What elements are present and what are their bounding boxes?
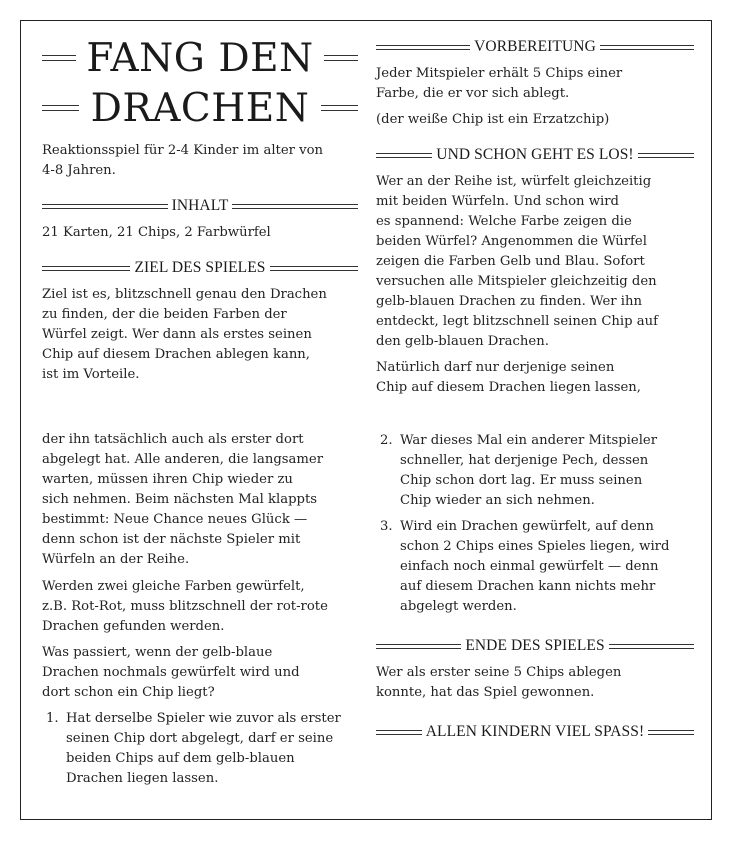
inhalt-text — [42, 223, 271, 243]
continuation-line: Was passiert, wenn der gelb-blaue — [42, 645, 273, 660]
heading-label: UND SCHON GEHT ES LOS! — [436, 146, 634, 163]
heading-rule — [270, 266, 358, 271]
list-line: Hat derselbe Spieler wie zuvor als erster — [66, 711, 341, 726]
list-number: 3. — [380, 519, 393, 534]
list-number: 1. — [46, 711, 59, 726]
ziel-line: Würfel zeigt. Wer dann als erstes seinen — [42, 327, 312, 342]
los-text — [376, 172, 658, 352]
heading-rule — [600, 45, 694, 50]
los-line: Chip auf diesem Drachen liegen lassen, — [376, 380, 641, 395]
intro-text — [42, 141, 323, 181]
title-line-2 — [42, 85, 358, 131]
title-rule-right — [321, 105, 358, 111]
list-text — [400, 431, 657, 511]
continuation-line: bestimmt: Neue Chance neues Glück — — [42, 512, 308, 527]
heading-label: INHALT — [171, 197, 229, 214]
continuation-line: Drachen gefunden werden. — [42, 619, 225, 634]
list-line: einfach noch einmal gewürfelt — denn — [400, 559, 659, 574]
list-line: Chip wieder an sich nehmen. — [400, 493, 595, 508]
section-heading-vorbereitung — [376, 39, 694, 55]
list-text — [66, 709, 341, 789]
vorbereitung-line: Jeder Mitspieler erhält 5 Chips einer — [376, 66, 623, 81]
heading-rule — [42, 266, 130, 271]
continuation-line: abgelegt hat. Alle anderen, die langsamer — [42, 452, 324, 467]
continuation-line: denn schon ist der nächste Spieler mit — [42, 532, 301, 547]
title-rule-right — [324, 55, 358, 61]
section-heading-los — [376, 147, 694, 163]
list-line: Wird ein Drachen gewürfelt, auf denn — [400, 519, 654, 534]
los-line: gelb-blauen Drachen zu finden. Wer ihn — [376, 294, 643, 309]
list-text — [400, 517, 669, 617]
title-rule-left — [42, 105, 79, 111]
closing-heading — [376, 724, 694, 740]
ziel-line: Chip auf diesem Drachen ablegen kann, — [42, 347, 310, 362]
vorbereitung-line: Farbe, die er vor sich ablegt. — [376, 86, 570, 101]
heading-rule — [638, 153, 694, 158]
ziel-text — [42, 285, 327, 385]
list-line: auf diesem Drachen kann nichts mehr — [400, 579, 656, 594]
heading-rule — [609, 644, 694, 649]
los-line: Natürlich darf nur derjenige seinen — [376, 360, 615, 375]
los-line: zeigen die Farben Gelb und Blau. Sofort — [376, 254, 645, 269]
vorbereitung-text — [376, 64, 622, 104]
ziel-line: zu finden, der die beiden Farben der — [42, 307, 287, 322]
title-rule-left — [42, 55, 76, 61]
los-line: entdeckt, legt blitzschnell seinen Chip auf — [376, 314, 658, 329]
heading-rule — [42, 204, 168, 209]
vorbereitung-note — [376, 110, 609, 130]
ende-line: konnte, hat das Spiel gewonnen. — [376, 685, 595, 700]
continuation-text-3 — [42, 643, 300, 703]
los-text-2 — [376, 358, 641, 398]
list-line: schon 2 Chips eines Spieles liegen, wird — [400, 539, 670, 554]
section-heading-inhalt — [42, 198, 358, 214]
continuation-line: dort schon ein Chip liegt? — [42, 685, 215, 700]
ziel-line: ist im Vorteile. — [42, 367, 140, 382]
intro-line: Reaktionsspiel für 2-4 Kinder im alter von — [42, 143, 324, 158]
heading-rule — [376, 153, 432, 158]
heading-rule — [376, 644, 461, 649]
vorbereitung-note-line: (der weiße Chip ist ein Erzatzchip) — [376, 112, 610, 127]
los-line: den gelb-blauen Drachen. — [376, 334, 549, 349]
continuation-text-1 — [42, 430, 323, 570]
los-line: beiden Würfel? Angenommen die Würfel — [376, 234, 647, 249]
continuation-text-2 — [42, 577, 328, 637]
list-line: beiden Chips auf dem gelb-blauen — [66, 751, 295, 766]
los-line: Wer an der Reihe ist, würfelt gleichzeitig — [376, 174, 652, 189]
list-number: 2. — [380, 433, 393, 448]
continuation-line: Drachen nochmals gewürfelt wird und — [42, 665, 300, 680]
list-line: Drachen liegen lassen. — [66, 771, 219, 786]
los-line: es spannend: Welche Farbe zeigen die — [376, 214, 632, 229]
heading-label: ENDE DES SPIELES — [465, 637, 605, 654]
los-line: mit beiden Würfeln. Und schon wird — [376, 194, 619, 209]
continuation-line: Werden zwei gleiche Farben gewürfelt, — [42, 579, 305, 594]
list-line: seinen Chip dort abgelegt, darf er seine — [66, 731, 334, 746]
section-heading-ende — [376, 638, 694, 654]
ziel-line: Ziel ist es, blitzschnell genau den Drachen — [42, 287, 327, 302]
los-line: versuchen alle Mitspieler gleichzeitig den — [376, 274, 657, 289]
list-line: schneller, hat derjenige Pech, dessen — [400, 453, 649, 468]
title-line-1 — [42, 35, 358, 81]
section-heading-ziel — [42, 260, 358, 276]
list-line: War dieses Mal ein anderer Mitspieler — [400, 433, 658, 448]
continuation-line: z.B. Rot-Rot, muss blitzschnell der rot-rote — [42, 599, 328, 614]
intro-line: 4-8 Jahren. — [42, 163, 116, 178]
inhalt-line: 21 Karten, 21 Chips, 2 Farbwürfel — [42, 225, 271, 240]
heading-rule — [648, 730, 694, 735]
heading-rule — [232, 204, 358, 209]
continuation-line: sich nehmen. Beim nächsten Mal klappts — [42, 492, 318, 507]
page-title-line-1: FANG DEN — [86, 35, 314, 81]
continuation-line: der ihn tatsächlich auch als erster dort — [42, 432, 304, 447]
heading-rule — [376, 45, 470, 50]
ende-text — [376, 663, 621, 703]
page-title-line-2: DRACHEN — [90, 85, 310, 131]
continuation-line: warten, müssen ihren Chip wieder zu — [42, 472, 293, 487]
continuation-line: Würfeln an der Reihe. — [42, 552, 190, 567]
ende-line: Wer als erster seine 5 Chips ablegen — [376, 665, 622, 680]
list-line: Chip schon dort lag. Er muss seinen — [400, 473, 643, 488]
heading-label: ZIEL DES SPIELES — [134, 259, 266, 276]
heading-rule — [376, 730, 422, 735]
closing-label: ALLEN KINDERN VIEL SPASS! — [425, 723, 645, 740]
heading-label: VORBEREITUNG — [474, 38, 596, 55]
list-line: abgelegt werden. — [400, 599, 517, 614]
